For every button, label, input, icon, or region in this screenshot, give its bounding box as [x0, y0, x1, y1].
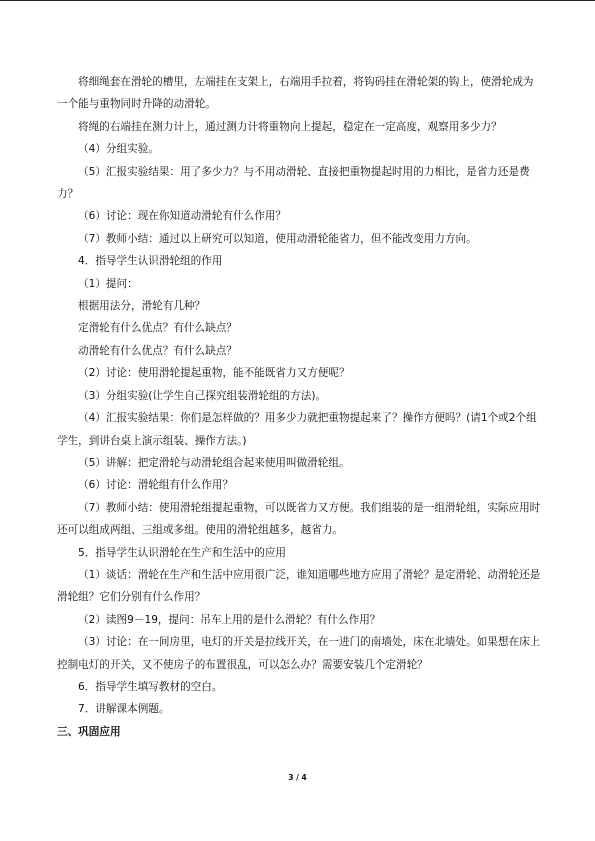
paragraph: （7）教师小结：使用滑轮组提起重物，可以既省力又方便。我们组装的是一组滑轮组，实际应用时还可以组成两组、三组或多组。使用的滑轮组越多，越省力。: [57, 501, 541, 537]
paragraph: 6．指导学生填写教材的空白。: [78, 680, 223, 693]
paragraph: 7．讲解课本例题。: [78, 703, 170, 716]
paragraph: （4）汇报实验结果：你们是怎样做的？用多少力就把重物提起来了？操作方便吗？(请1个或2个组学生，到讲台桌上演示组装、操作方法。): [57, 412, 537, 447]
paragraph: 4．指导学生认识滑轮组的作用: [78, 255, 223, 268]
paragraph: 动滑轮有什么优点？有什么缺点？: [78, 344, 237, 357]
page-number: 3 / 4: [288, 773, 307, 782]
paragraph: 将细绳套在滑轮的槽里，左端挂在支架上，右端用手拉着，将钩码挂在滑轮架的钩上，使滑轮成为一个能与重物同时升降的动滑轮。: [57, 76, 534, 111]
paragraph: （1）提问：: [78, 277, 138, 290]
paragraph: （5）讲解：把定滑轮与动滑轮组合起来使用叫做滑轮组。: [78, 456, 350, 469]
paragraph: （2）讨论：使用滑轮提起重物，能不能既省力又方便呢？: [78, 367, 350, 380]
paragraph: （2）读图9－19，提问：吊车上用的是什么滑轮？有什么作用？: [78, 613, 381, 626]
paragraph: 根据用法分，滑轮有几种？: [78, 300, 206, 313]
paragraph: 定滑轮有什么优点？有什么缺点？: [78, 322, 237, 335]
paragraph: 5．指导学生认识滑轮在生产和生活中的应用: [78, 546, 287, 559]
paragraph: （6）讨论：现在你知道动滑轮有什么作用？: [78, 210, 287, 223]
document-body: [57, 71, 541, 743]
paragraph: （7）教师小结：通过以上研究可以知道，使用动滑轮能省力，但不能改变用力方向。: [78, 232, 477, 245]
paragraph: （4）分组实验。: [78, 143, 159, 156]
paragraph: （1）谈话：滑轮在生产和生活中应用很广泛，谁知道哪些地方应用了滑轮？是定滑轮、动滑轮还是滑轮组？它们分别有什么作用？: [57, 568, 541, 604]
paragraph: 将绳的右端挂在测力计上，通过测力计将重物向上提起，稳定在一定高度，观察用多少力？: [78, 120, 502, 133]
header-rule: [0, 0, 595, 1]
paragraph: （3）讨论：在一间房里，电灯的开关是拉线开关，在一进门的南墙处，床在北墙处。如果想在床上控制电灯的开关，又不使房子的布置很乱，可以怎么办？需要安装几个定滑轮？: [57, 636, 541, 671]
paragraph: （5）汇报实验结果：用了多少力？与不用动滑轮、直接把重物提起时用的力相比，是省力还是费力？: [57, 165, 530, 201]
paragraph: （3）分组实验(让学生自己探究组装滑轮组的方法)。: [78, 389, 327, 402]
paragraph: （6）讨论：滑轮组有什么作用？: [78, 479, 234, 492]
section-heading: 三、巩固应用: [57, 725, 121, 738]
